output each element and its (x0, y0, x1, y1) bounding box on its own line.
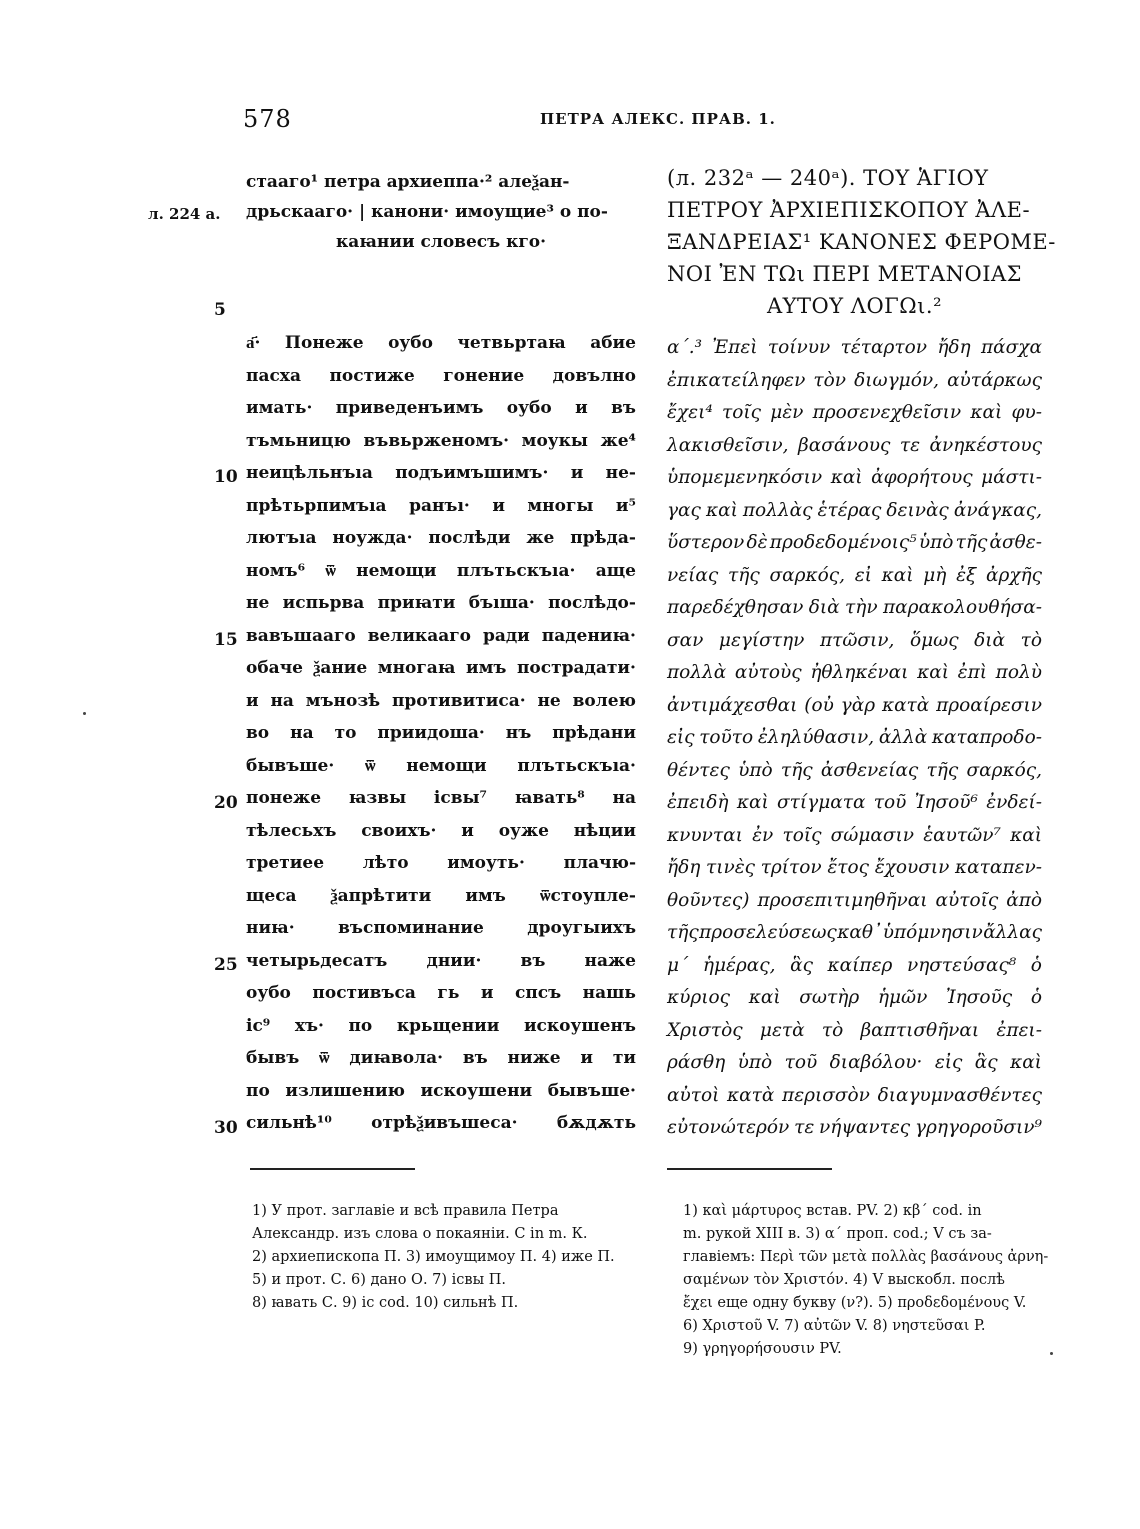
slavonic-text-line: лютъıа ноужда· послѣди же прѣда- (246, 528, 636, 548)
slavonic-text-line: обаче ѯание многаꙗ имъ пострадати· (246, 658, 636, 678)
slavonic-title-line: каꙗнии словесъ кго· (335, 232, 547, 252)
slavonic-text-line: неицѣльнъıа подъимъшимъ· и не- (246, 463, 636, 483)
greek-text-line: εἰς τοῦτο ἐληλύθασιν, ἀλλὰ καταπροδο- (667, 727, 1042, 748)
slavonic-text-line: не испьрва приꙗти бъıша· послѣдо- (246, 593, 636, 613)
footnote-line: 9) γρηγορήσουσιν PV. (683, 1341, 842, 1357)
greek-text-line: ράσθη ὑπὸ τοῦ διαβόλου· εἰς ἃς καὶ (667, 1052, 1042, 1073)
footnote-line: 1) καὶ μάρτυρος встав. PV. 2) κβ΄ cod. in (683, 1203, 982, 1219)
line-number: 5 (214, 300, 226, 320)
slavonic-text-line: прѣтьрпимъıа ранъı· и многы и⁵ (246, 495, 636, 516)
footnote-line: 5) и прот. С. 6) дано О. 7) ісвы П. (252, 1272, 506, 1288)
greek-text-line: Χριστὸς μετὰ τὸ βαπτισθῆναι ἐπει- (667, 1019, 1042, 1041)
greek-text-line: θέντες ὑπὸ τῆς ἀσθενείας τῆς σαρκός, (667, 759, 1042, 781)
footnotes-left (252, 1200, 615, 1315)
greek-title-line: (л. 232ᵃ — 240ᵃ). ΤΟΥ ἉΓΙΟΥ (667, 166, 989, 190)
slavonic-text-line: понеже ꙗзвы ісвы⁷ ꙗвать⁸ на (246, 788, 636, 808)
footnote-line: ἔχει еще одну букву (ν?). 5) προδεδομένους V. (683, 1295, 1027, 1311)
greek-body (667, 332, 1042, 1145)
footnote-line: 6) Χριστοῦ V. 7) αὐτῶν V. 8) νηστεῦσαι P. (683, 1318, 986, 1334)
footnote-line: 1) У прот. заглавіе и всѣ правила Петра (252, 1203, 559, 1219)
footnotes-right (683, 1200, 1048, 1361)
greek-title-line: ΠΕΤΡΟΥ ἈΡΧΙΕΠΙΣΚΟΠΟΥ ἈΛΕ- (667, 198, 1031, 222)
slavonic-text-line: по излишению искоушени бывъше· (246, 1080, 636, 1101)
slavonic-text-line: ниꙗ· въспоминание дроугыихъ (246, 918, 636, 938)
slavonic-text-line: третиее лѣто имоуть· плачю- (246, 853, 636, 873)
slavonic-text-line: сильнѣ¹⁰ отрѣѯивъшеса· бѫдѫть (246, 1113, 636, 1133)
greek-title (667, 162, 1056, 322)
footnote-line: 2) архиепископа П. 3) имоущимоу П. 4) иже П. (252, 1249, 615, 1265)
slavonic-text-line: и на мънозѣ противитиса· не волею (246, 690, 636, 711)
greek-text-line: γας καὶ πολλὰς ἑτέρας δεινὰς ἀνάγκας, (667, 499, 1042, 521)
greek-text-line: αὐτοὶ κατὰ περισσὸν διαγυμνασθέντες (667, 1084, 1042, 1106)
greek-text-line: ἐπειδὴ καὶ στίγματα τοῦ Ἰησοῦ⁶ ἐνδεί- (667, 792, 1042, 813)
greek-text-line: κνυνται ἐν τοῖς σώμασιν ἑαυτῶν⁷ καὶ (667, 824, 1042, 846)
greek-title-line: ΝΟΙ ἘΝ ΤΩι ΠΕΡΙ ΜΕΤΑΝΟΙΑΣ (667, 262, 1023, 286)
greek-text-line: ἔχει⁴ τοῖς μὲν προσενεχθεῖσιν καὶ φυ- (667, 402, 1042, 423)
slavonic-body (246, 327, 636, 1140)
slavonic-text-line: щеса ѯапрѣтити имъ ѿстоупле- (246, 885, 636, 906)
greek-text-line: ἤδη τινὲς τρίτον ἔτος ἔχουσιν καταπεν- (667, 857, 1042, 878)
greek-text-line: νείας τῆς σαρκός, εἰ καὶ μὴ ἐξ ἀρχῆς (667, 564, 1042, 586)
greek-text-line: θοῦντες) προσεπιτιμηθῆναι αὐτοῖς ἀπὸ (667, 889, 1042, 911)
greek-text-line: α΄.³ Ἐπεὶ τοίνυν τέταρτον ἤδη πάσχα (667, 337, 1042, 358)
line-number: 25 (214, 955, 238, 975)
greek-text-line: λακισθεῖσιν, βασάνους τε ἀνηκέστους (667, 434, 1042, 456)
slavonic-text-line: четырьдесатъ днии· въ наже (246, 950, 636, 971)
slavonic-text-line: во на то приидоша· нъ прѣдани (246, 723, 636, 743)
slavonic-text-line: вавъшааго великааго ради падениꙗ· (246, 625, 636, 646)
slavonic-text-line: оубо постивъса гь и спсъ нашь (246, 983, 636, 1003)
slavonic-title-line: дрьскааго· | канони· имоущие³ о по- (246, 202, 608, 222)
footnote-line: 8) ꙗвать С. 9) іс cod. 10) сильнѣ П. (252, 1295, 519, 1311)
greek-text-line: τῆς προσελεύσεως καθ᾽ ὑπόμνησιν ἄλλας (667, 922, 1042, 943)
greek-column (667, 162, 1056, 1145)
greek-text-line: εὐτονώτερόν τε νήψαντες γρηγοροῦσιν⁹ (667, 1117, 1042, 1138)
slavonic-column (246, 167, 636, 1140)
greek-title-line: ΞΑΝΔΡΕΙΑΣ¹ ΚΑΝΟΝΕΣ ΦΕΡΟΜΕ- (667, 230, 1056, 254)
footnote-line: главіемъ: Περὶ τῶν μετὰ πολλὰς βασάνους ἀρνη- (683, 1249, 1049, 1265)
line-number: 15 (214, 630, 238, 650)
slavonic-title (246, 167, 636, 257)
greek-text-line: παρεδέχθησαν διὰ τὴν παρακολουθήσα- (667, 597, 1042, 618)
slavonic-text-line: тѣлесьхъ своихъ· и оуже нѣции (246, 820, 636, 841)
greek-text-line: ἐπικατείληφεν τὸν διωγμόν, αὐτάρκως (667, 369, 1042, 391)
scan-speck (83, 712, 86, 715)
running-head: ПЕТРА АЛЕКС. ПРАВ. 1. (540, 110, 776, 128)
footnote-line: Александр. изъ слова о покаяніи. С in m. К. (252, 1226, 588, 1242)
footnote-rule-right (667, 1168, 832, 1170)
slavonic-text-line: а҃· Понеже оубо четвьртаꙗ абие (246, 333, 636, 353)
greek-text-line: κύριος καὶ σωτὴρ ἡμῶν Ἰησοῦς ὁ (667, 987, 1042, 1008)
footnote-line: m. рукой XIII в. 3) α΄ проп. cod.; V съ за- (683, 1226, 992, 1242)
slavonic-title-line: стааго¹ петра архиеппа·² алеѯан- (246, 172, 570, 192)
line-number: 10 (214, 467, 238, 487)
slavonic-text-line: пасха постиже гонение довълно (246, 365, 636, 386)
greek-text-line: ἀντιμάχεσθαι (οὐ γὰρ κατὰ προαίρεσιν (667, 694, 1042, 716)
slavonic-text-line: номъ⁶ ѿ немощи плътьскъıа· аще (246, 560, 636, 581)
greek-text-line: ὑπομεμενηκόσιν καὶ ἀφορήτους μάστι- (667, 467, 1042, 488)
footnote-rule-left (250, 1168, 415, 1170)
greek-text-line: ὕστερον δὲ προδεδομένοις⁵ ὑπὸ τῆς ἀσθε- (667, 532, 1042, 553)
greek-text-line: σαν μεγίστην πτῶσιν, ὅμως διὰ τὸ (667, 629, 1042, 651)
slavonic-text-line: іс⁹ хъ· по крьщении искоушенъ (246, 1015, 636, 1036)
line-number: 20 (214, 793, 238, 813)
margin-folio-note: л. 224 а. (148, 205, 221, 223)
scan-speck (1050, 1352, 1053, 1355)
page-number: 578 (243, 105, 292, 133)
slavonic-text-line: бывъ ѿ диꙗвола· въ ниже и ти (246, 1048, 636, 1068)
slavonic-text-line: имать· приведенъимъ оубо и въ (246, 398, 636, 418)
slavonic-text-line: тъмьницю въвьрженомъ· моукы же⁴ (246, 430, 636, 451)
line-number: 30 (214, 1118, 238, 1138)
greek-text-line: πολλὰ αὐτοὺς ἠθληκέναι καὶ ἐπὶ πολὺ (667, 662, 1042, 683)
greek-text-line: μ΄ ἡμέρας, ἃς καίπερ νηστεύσας⁸ ὁ (667, 954, 1042, 976)
footnote-line: σαμένων τὸν Χριστόν. 4) V выскобл. послѣ (683, 1272, 1005, 1288)
greek-title-line: ΑΥΤΟΥ ΛΟΓΩι.² (767, 294, 942, 318)
slavonic-text-line: бывъше· ѿ немощи плътьскъıа· (246, 755, 636, 776)
